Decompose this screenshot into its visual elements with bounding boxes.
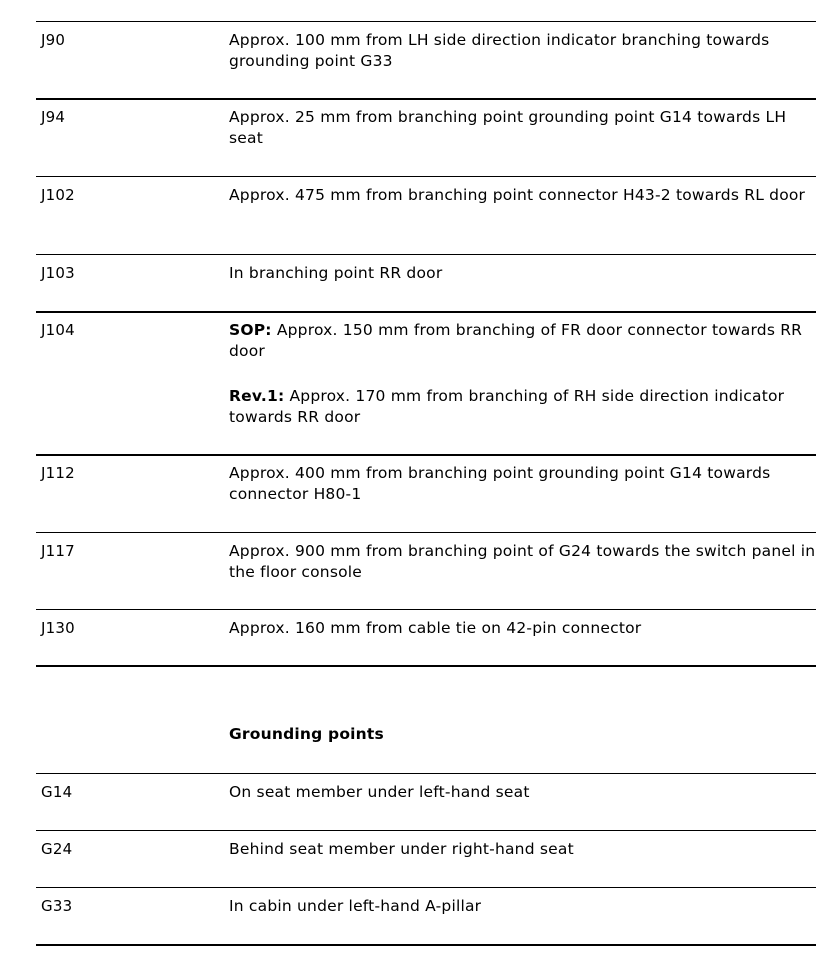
row-code: G14: [41, 783, 73, 801]
sop-text: Approx. 150 mm from branching of FR door connector towards RR door: [229, 321, 803, 360]
table-row: [36, 98, 816, 176]
grounding-points-table: [36, 773, 816, 944]
section-heading: Grounding points: [229, 725, 384, 743]
revision-paragraph: [229, 386, 819, 428]
row-code: G33: [41, 897, 73, 915]
sop-paragraph: [229, 320, 819, 362]
row-code: J112: [41, 464, 75, 482]
table-row: [36, 21, 816, 98]
row-description: Approx. 475 mm from branching point connector H43-2 towards RL door: [229, 186, 806, 204]
table-bottom-rule: [36, 665, 816, 667]
row-description: Approx. 400 mm from branching point grounding point G14 towards connector H80-1: [229, 464, 771, 503]
row-code: J117: [41, 542, 75, 560]
table-row: [36, 254, 816, 311]
table-row: [36, 532, 816, 609]
row-description: Behind seat member under right-hand seat: [229, 840, 574, 858]
row-code: J90: [41, 31, 66, 49]
revision-label: Rev.1:: [229, 387, 285, 405]
row-description: On seat member under left-hand seat: [229, 783, 530, 801]
connection-points-table: [36, 21, 816, 665]
row-description: Approx. 100 mm from LH side direction indicator branching towards grounding point G33: [229, 31, 770, 70]
row-description: Approx. 25 mm from branching point grounding point G14 towards LH seat: [229, 108, 787, 147]
row-description: Approx. 900 mm from branching point of G24 towards the switch panel in the floor console: [229, 542, 816, 581]
row-code: G24: [41, 840, 73, 858]
row-description: Approx. 160 mm from cable tie on 42-pin connector: [229, 619, 642, 637]
sop-label: SOP:: [229, 321, 272, 339]
row-description: In branching point RR door: [229, 264, 443, 282]
revision-text: Approx. 170 mm from branching of RH side direction indicator towards RR door: [229, 387, 785, 426]
row-code: J94: [41, 108, 66, 126]
row-description: In cabin under left-hand A-pillar: [229, 897, 482, 915]
table-row: [36, 609, 816, 665]
table-bottom-rule: [36, 944, 816, 946]
row-code: J104: [41, 321, 75, 339]
table-row: [36, 176, 816, 254]
table-row: [36, 830, 816, 887]
row-code: J103: [41, 264, 75, 282]
row-description: [229, 320, 819, 428]
table-row: [36, 311, 816, 454]
row-code: J102: [41, 186, 75, 204]
table-row: [36, 454, 816, 532]
table-row: [36, 887, 816, 944]
row-code: J130: [41, 619, 75, 637]
table-row: [36, 773, 816, 830]
